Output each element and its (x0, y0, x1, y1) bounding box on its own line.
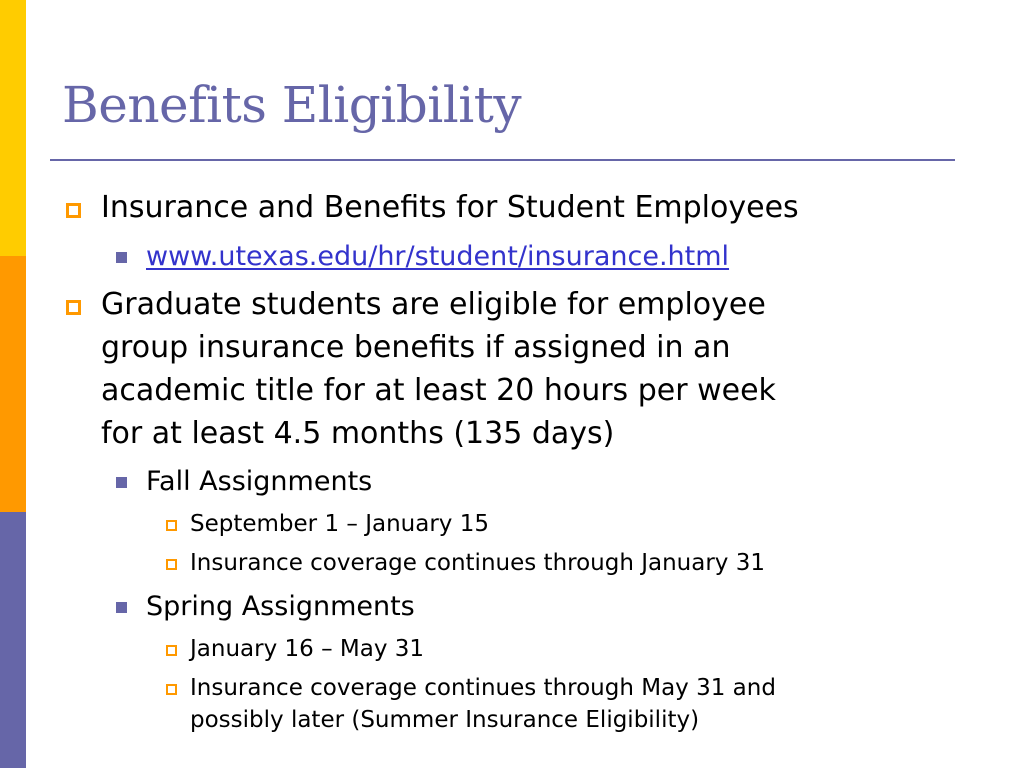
hollow-square-bullet-icon (66, 203, 81, 218)
solid-square-bullet-icon (116, 477, 127, 488)
hollow-square-bullet-icon (66, 300, 81, 315)
bullet-text-line: group insurance benefits if assigned in an (101, 330, 731, 365)
bullet-text-line: Insurance coverage continues through May 31 and (190, 675, 776, 701)
hollow-square-bullet-icon (166, 684, 177, 695)
bullet-text: Insurance coverage continues through January 31 (190, 550, 765, 576)
title-divider (50, 159, 955, 161)
hollow-square-bullet-icon (166, 520, 177, 531)
bullet-text-line: for at least 4.5 months (135 days) (101, 416, 615, 451)
bullet-text: Spring Assignments (146, 591, 415, 622)
solid-square-bullet-icon (116, 252, 127, 263)
bullet-text-line: academic title for at least 20 hours per week (101, 373, 776, 408)
bullet-text: January 16 – May 31 (190, 636, 425, 662)
bullet-text: September 1 – January 15 (190, 511, 489, 537)
slide-title: Benefits Eligibility (62, 76, 522, 134)
bullet-text: Insurance and Benefits for Student Employees (101, 190, 799, 225)
solid-square-bullet-icon (116, 602, 127, 613)
insurance-link[interactable]: www.utexas.edu/hr/student/insurance.html (146, 241, 730, 272)
accent-stripe-top (0, 0, 26, 256)
bullet-text: Fall Assignments (146, 466, 373, 497)
accent-stripe-middle (0, 256, 26, 512)
accent-stripe-bottom (0, 512, 26, 768)
hollow-square-bullet-icon (166, 645, 177, 656)
bullet-text-line: Graduate students are eligible for employee (101, 287, 766, 322)
bullet-text-line: possibly later (Summer Insurance Eligibility) (190, 707, 700, 733)
hollow-square-bullet-icon (166, 559, 177, 570)
